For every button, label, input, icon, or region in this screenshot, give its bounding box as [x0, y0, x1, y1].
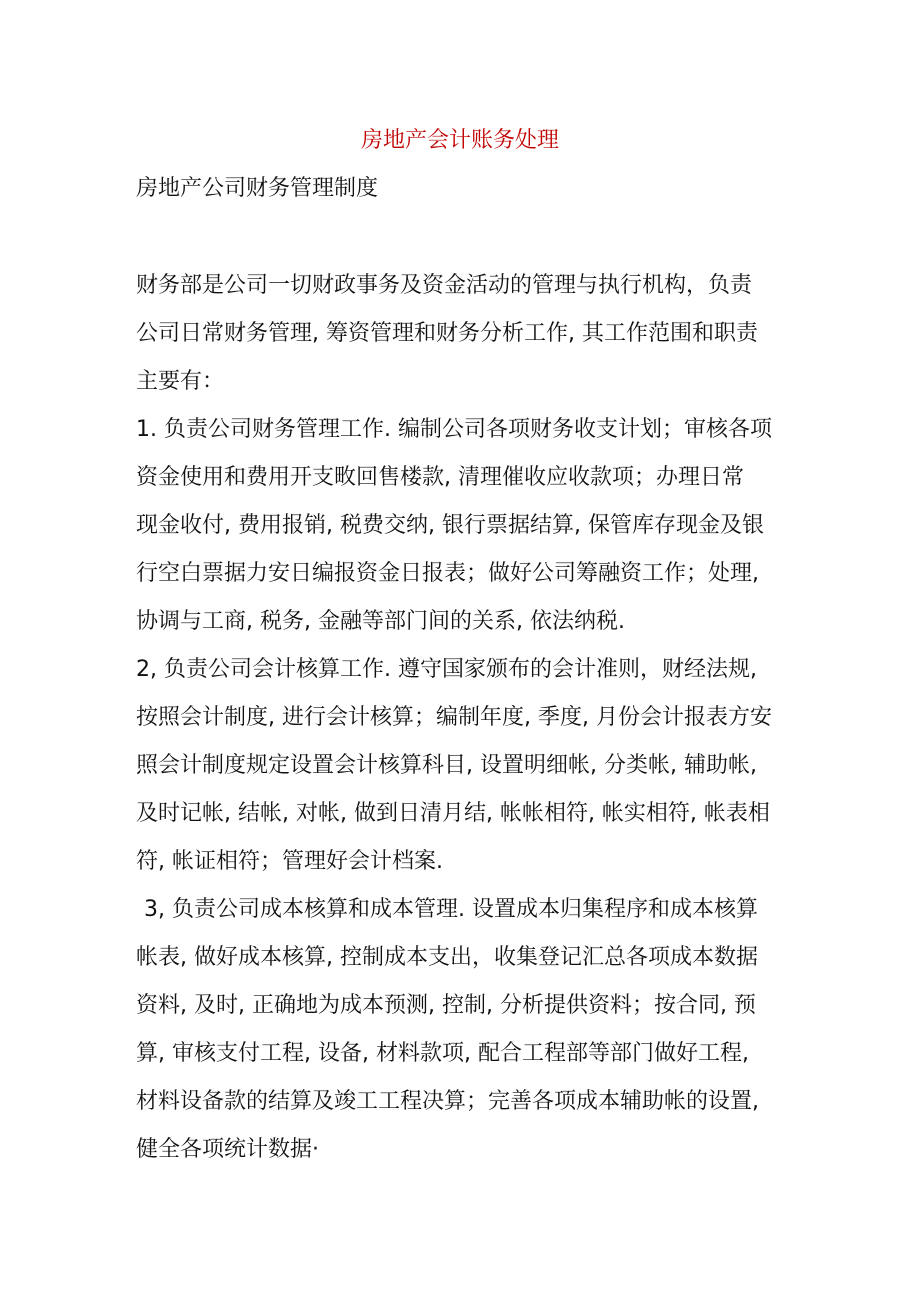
paragraph-line: 及时记帐, 结帐, 对帐, 做到日清月结, 帐帐相符, 帐实相符, 帐表相: [136, 801, 770, 826]
paragraph-line: 算, 审核支付工程, 设备, 材料款项, 配合工程部等部门做好工程,: [136, 1041, 749, 1066]
paragraph-line: 协调与工商, 税务, 金融等部门间的关系, 依法纳税.: [136, 609, 625, 634]
paragraph-line: 健全各项统计数据·: [136, 1137, 319, 1162]
document-title: 房地产会计账务处理: [360, 128, 559, 153]
paragraph-line: 资金使用和费用开支畋回售楼款, 清理催收应收款项；办理日常: [136, 465, 744, 490]
paragraph-item-1: [136, 406, 796, 646]
paragraph-line: 主要有：: [136, 369, 225, 394]
paragraph-item-3: [136, 886, 796, 1174]
document-subtitle: 房地产公司财务管理制度: [136, 176, 379, 201]
paragraph-line: 符, 帐证相符；管理好会计档案.: [136, 849, 443, 874]
paragraph-line: 帐表, 做好成本核算, 控制成本支出，收集登记汇总各项成本数据: [136, 945, 758, 970]
paragraph-line: 照会计制度规定设置会计核算科目, 设置明细帐, 分类帐, 辅助帐,: [136, 753, 757, 778]
paragraph-line: 现金收付, 费用报销, 税费交纳, 银行票据结算, 保管库存现金及银: [136, 513, 764, 538]
paragraph-line: 公司日常财务管理, 筹资管理和财务分析工作, 其工作范围和职责: [136, 321, 758, 346]
paragraph-line: 材料设备款的结算及竣工工程决算；完善各项成本辅助帐的设置,: [136, 1089, 759, 1114]
paragraph-line: 财务部是公司一切财政事务及资金活动的管理与执行机构，负责: [136, 273, 753, 298]
paragraph-line: 3, 负责公司成本核算和成本管理. 设置成本归集程序和成本核算: [144, 897, 758, 922]
paragraph-line: 按照会计制度, 进行会计核算；编制年度, 季度, 月份会计报表方安: [136, 705, 772, 730]
paragraph-intro: [136, 262, 796, 406]
paragraph-line: 1. 负责公司财务管理工作. 编制公司各项财务收支计划；审核各项: [136, 417, 772, 442]
paragraph-line: 行空白票据力安日编报资金日报表；做好公司筹融资工作；处理,: [136, 561, 759, 586]
paragraph-item-2: [136, 646, 796, 886]
paragraph-line: 2, 负责公司会计核算工作. 遵守国家颁布的会计准则，财经法规,: [136, 657, 757, 682]
paragraph-line: 资料, 及时, 正确地为成本预测, 控制, 分析提供资料；按合同, 预: [136, 993, 756, 1018]
